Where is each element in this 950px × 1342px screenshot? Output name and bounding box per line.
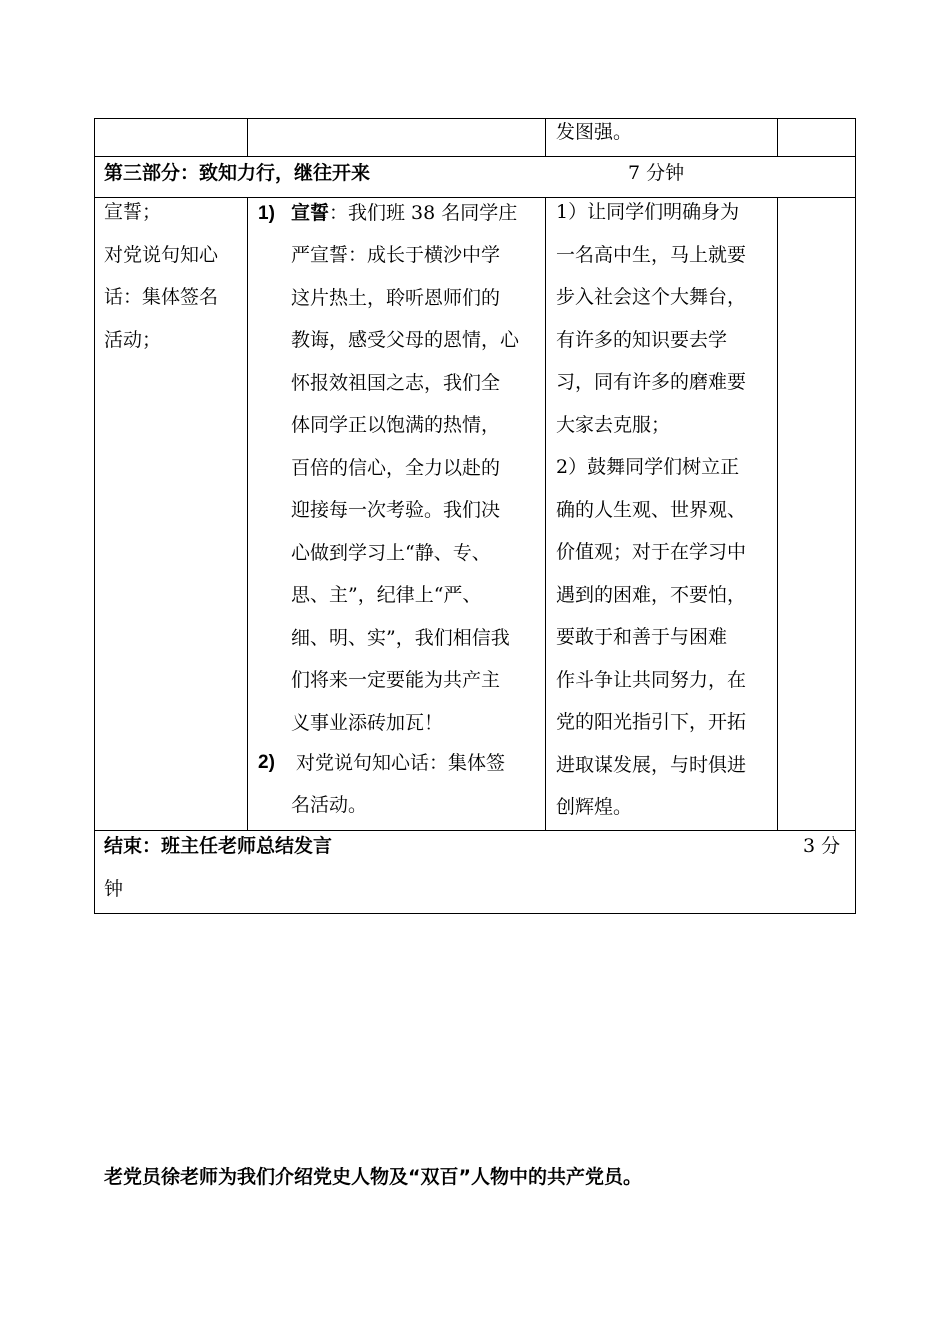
item1-line: 思、主”，纪律上“严、 (291, 584, 482, 606)
section3-title: 第三部分：致知力行，继往开来 (104, 162, 371, 184)
item1-keyword: 宣誓 (291, 202, 330, 224)
purpose-line: 创辉煌。 (556, 796, 633, 818)
item1-line: 教诲，感受父母的恩情，心 (291, 329, 520, 351)
item2-first-line: 对党说句知心话：集体签 (296, 752, 506, 774)
item1-line: 心做到学习上“静、专、 (291, 541, 491, 564)
item2-line: 名活动。 (291, 794, 368, 816)
item1-line: 细、明、实”，我们相信我 (291, 626, 510, 649)
footer-note: 老党员徐老师为我们介绍党史人物及“双百”人物中的共产党员。 (104, 1166, 642, 1188)
purpose-line: 要敢于和善于与困难 (556, 626, 728, 648)
purpose-line: 步入社会这个大舞台， (556, 286, 747, 308)
item2-body (291, 784, 367, 827)
purpose-cell (556, 191, 746, 829)
item1-number: 1) (258, 203, 275, 224)
item1-body (291, 234, 519, 744)
purpose-line: 作斗争让共同努力，在 (556, 668, 747, 691)
section3-time: 7 分钟 (628, 162, 685, 184)
item1-line: 迎接每一次考验。我们决 (291, 499, 501, 521)
item1-line: 百倍的信心，全力以赴的 (291, 456, 501, 479)
item1-line: 严宣誓：成长于横沙中学 (291, 244, 501, 266)
oath-activity-line: 宣誓； (104, 201, 162, 223)
oath-activity-line: 活动； (104, 328, 162, 351)
purpose-line: 有许多的知识要去学 (556, 328, 728, 351)
item1-first-line (291, 203, 517, 223)
continued-text: 发图强。 (556, 121, 633, 143)
oath-activity-cell (104, 191, 218, 361)
item1-line: 体同学正以饱满的热情， (291, 414, 501, 436)
purpose-line: 价值观；对于在学习中 (556, 541, 747, 563)
purpose-line: 大家去克服； (556, 413, 671, 436)
ending-time-part2: 钟 (104, 878, 124, 900)
oath-activity-line: 对党说句知心 (104, 243, 219, 266)
oath-activity-line: 话：集体签名 (104, 286, 219, 308)
purpose-line: 党的阳光指引下，开拓 (556, 711, 747, 733)
purpose-line: 习，同有许多的磨难要 (556, 371, 747, 393)
item1-line: 怀报效祖国之志，我们全 (291, 371, 501, 394)
item1-first-line-rest: ：我们班 38 名同学庄 (329, 202, 518, 224)
ending-time-part1: 3 分 (803, 835, 841, 857)
purpose-line: 进取谋发展，与时俱进 (556, 753, 747, 776)
item1-line: 义事业添砖加瓦！ (291, 711, 444, 734)
ending-title: 结束：班主任老师总结发言 (104, 835, 333, 857)
purpose-line: 确的人生观、世界观、 (556, 498, 747, 521)
purpose-line: 遇到的困难，不要怕， (556, 583, 747, 606)
item1-line: 们将来一定要能为共产主 (291, 669, 501, 691)
purpose-line: 一名高中生，马上就要 (556, 243, 747, 266)
purpose-line: 2）鼓舞同学们树立正 (556, 456, 740, 478)
purpose-line: 1）让同学们明确身为 (556, 201, 740, 223)
item1-line: 这片热土，聆听恩师们的 (291, 286, 501, 309)
item2-number: 2) (258, 752, 275, 773)
